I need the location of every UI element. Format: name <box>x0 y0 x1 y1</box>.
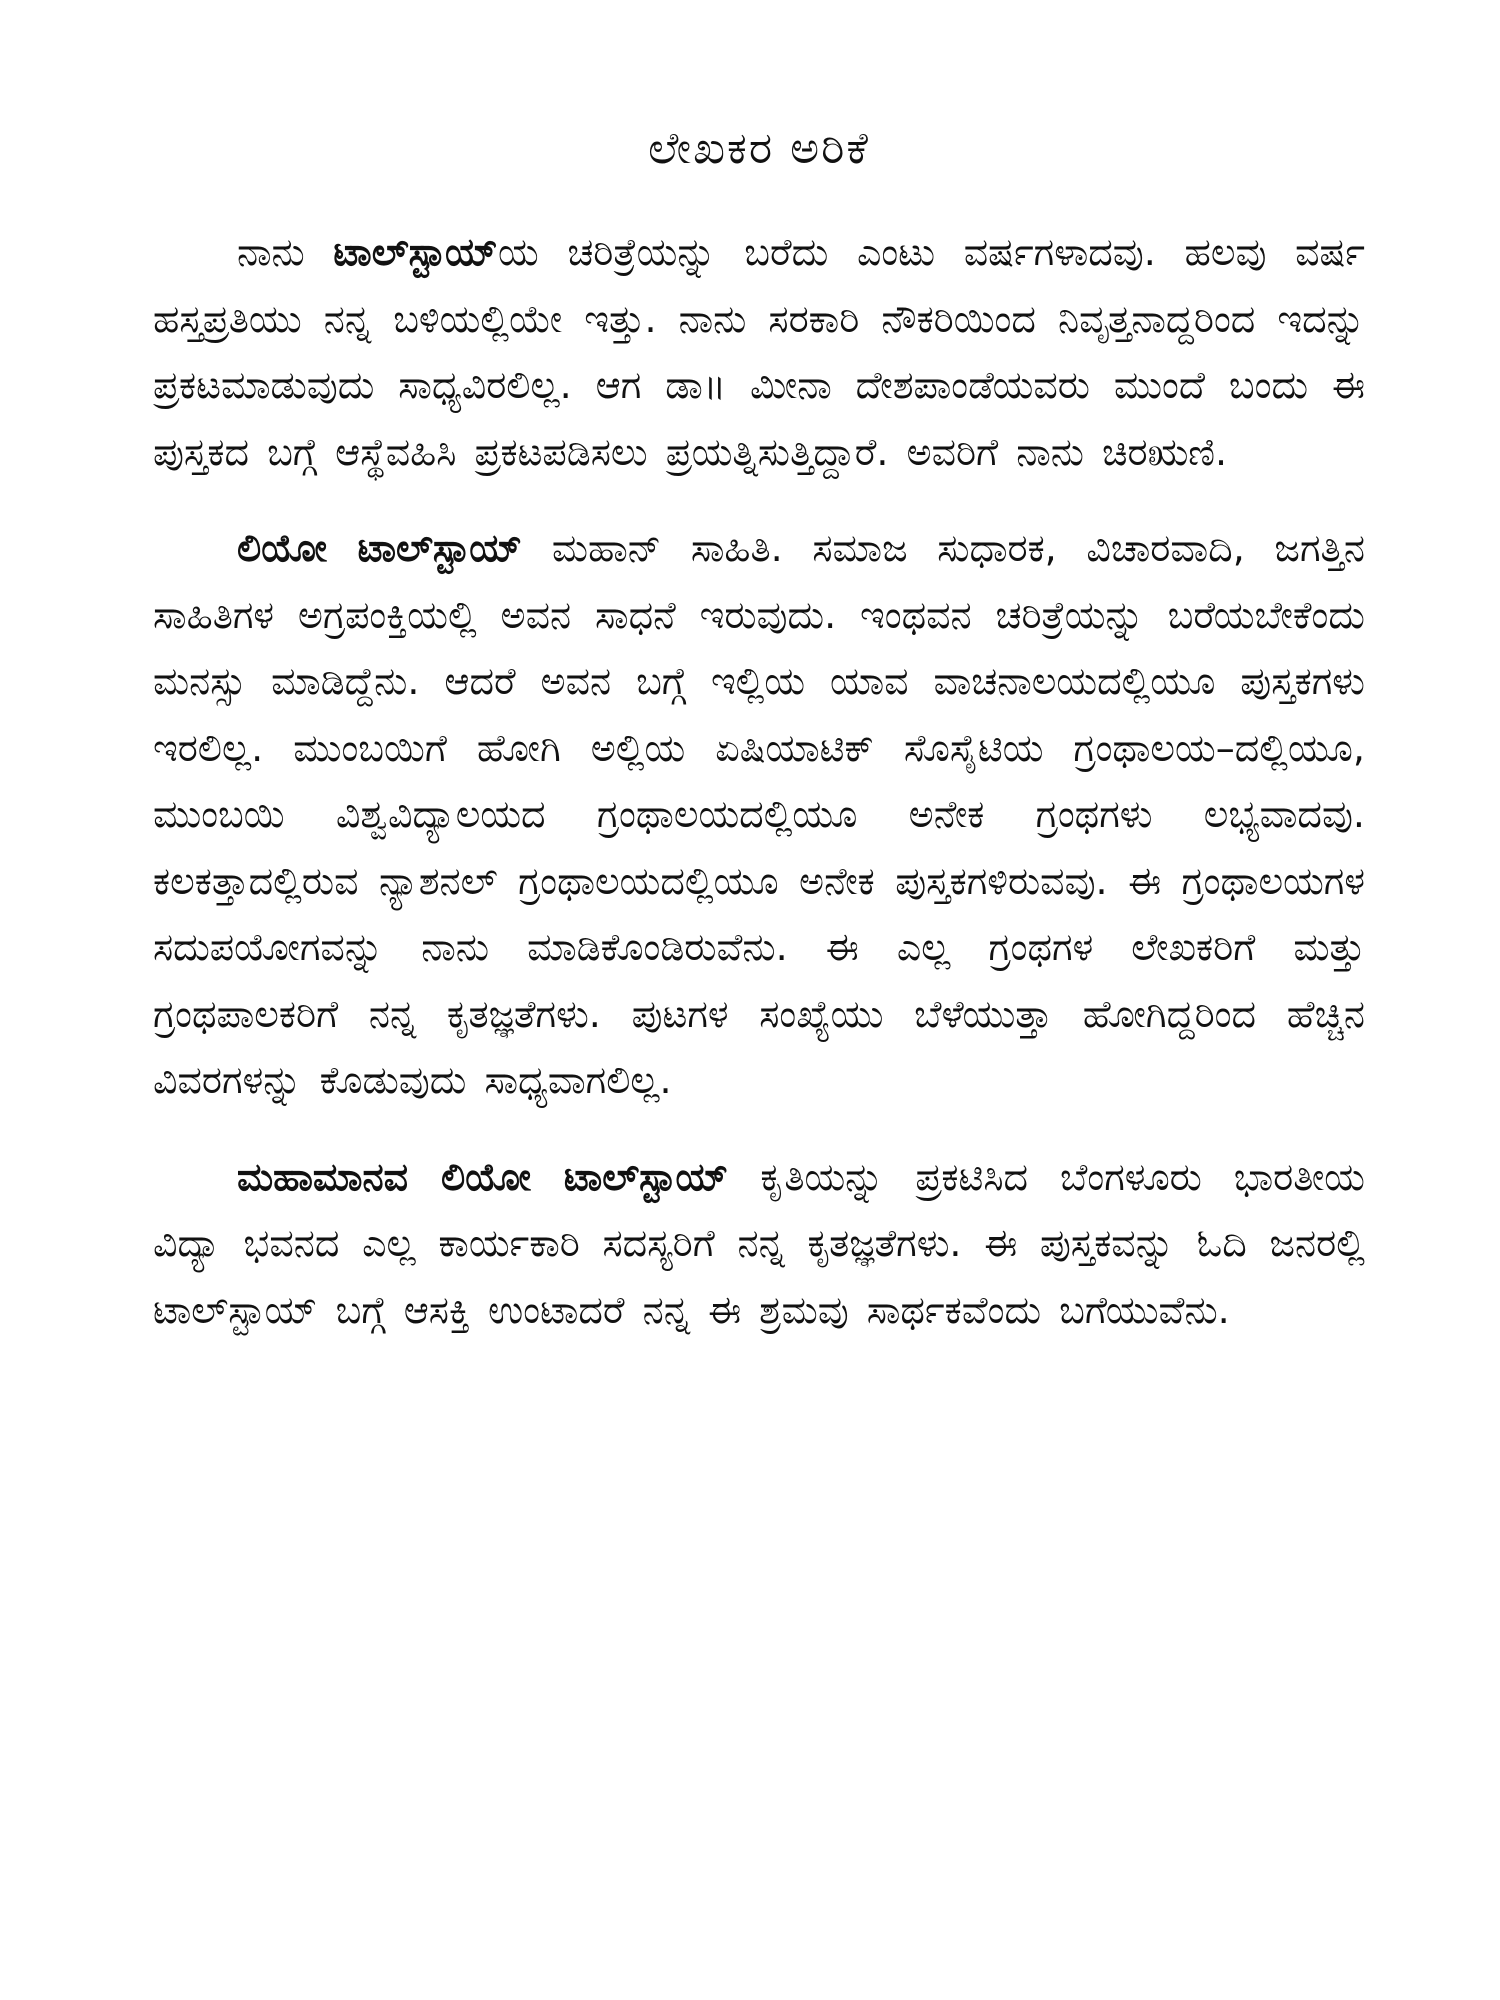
page-title: ಲೇಖಕರ ಅರಿಕೆ <box>648 123 870 174</box>
paragraph-3-bold: ಮಹಾಮಾನವ ಲಿಯೋ ಟಾಲ್‌ಸ್ಟಾಯ್ <box>237 1154 729 1199</box>
paragraph-3 <box>153 1144 1365 1344</box>
paragraph-1-bold: ಟಾಲ್‌ಸ್ಟಾಯ್ <box>333 230 498 275</box>
paragraph-1-text: ಯ ಚರಿತ್ರೆಯನ್ನು ಬರೆದು ಎಂಟು ವರ್ಷಗಳಾದವು. ಹಲವು ವರ್ಷ ಹಸ್ತಪ್ರತಿಯು ನನ್ನ ಬಳಿಯಲ್ಲಿಯೇ ಇತ್ತು. ನಾನು ಸರಕಾರಿ ನೌಕರಿಯಿಂದ ನಿವೃತ್ತನಾದ್ದರಿಂದ ಇದನ್ನು ಪ್ರಕಟಮಾಡುವುದು ಸಾಧ್ಯವಿರಲಿಲ್ಲ. ಆಗ ಡಾ॥ ಮೀನಾ ದೇಶಪಾಂಡೆಯವರು ಮುಂದೆ ಬಂದು ಈ ಪುಸ್ತಕದ ಬಗ್ಗೆ ಆಸ್ಥೆವಹಿಸಿ ಪ್ರಕಟಪಡಿಸಲು ಪ್ರಯತ್ನಿಸುತ್ತಿದ್ದಾರೆ. ಅವರಿಗೆ ನಾನು ಚಿರಋಣಿ. <box>153 230 1365 474</box>
paragraph-2-text: ಮಹಾನ್ ಸಾಹಿತಿ. ಸಮಾಜ ಸುಧಾರಕ, ವಿಚಾರವಾದಿ, ಜಗತ್ತಿನ ಸಾಹಿತಿಗಳ ಅಗ್ರಪಂಕ್ತಿಯಲ್ಲಿ ಅವನ ಸಾಧನೆ ಇರುವುದು. ಇಂಥವನ ಚರಿತ್ರೆಯನ್ನು ಬರೆಯಬೇಕೆಂದು ಮನಸ್ಸು ಮಾಡಿದ್ದೆನು. ಆದರೆ ಅವನ ಬಗ್ಗೆ ಇಲ್ಲಿಯ ಯಾವ ವಾಚನಾಲಯದಲ್ಲಿಯೂ ಪುಸ್ತಕಗಳು ಇರಲಿಲ್ಲ. ಮುಂಬಯಿಗೆ ಹೋಗಿ ಅಲ್ಲಿಯ ಏಷಿಯಾಟಿಕ್ ಸೊಸೈಟಿಯ ಗ್ರಂಥಾಲಯ–ದಲ್ಲಿಯೂ, ಮುಂಬಯಿ ವಿಶ್ವವಿದ್ಯಾಲಯದ ಗ್ರಂಥಾಲಯದಲ್ಲಿಯೂ ಅನೇಕ ಗ್ರಂಥಗಳು ಲಭ್ಯವಾದವು. ಕಲಕತ್ತಾದಲ್ಲಿರುವ ನ್ಯಾಶನಲ್ ಗ್ರಂಥಾಲಯದಲ್ಲಿಯೂ ಅನೇಕ ಪುಸ್ತಕಗಳಿರುವವು. ಈ ಗ್ರಂಥಾಲಯಗಳ ಸದುಪಯೋಗವನ್ನು ನಾನು ಮಾಡಿಕೊಂಡಿರುವೆನು. ಈ ಎಲ್ಲ ಗ್ರಂಥಗಳ ಲೇಖಕರಿಗೆ ಮತ್ತು ಗ್ರಂಥಪಾಲಕರಿಗೆ ನನ್ನ ಕೃತಜ್ಞತೆಗಳು. ಪುಟಗಳ ಸಂಖ್ಯೆಯು ಬೆಳೆಯುತ್ತಾ ಹೋಗಿದ್ದರಿಂದ ಹೆಚ್ಚಿನ ವಿವರಗಳನ್ನು ಕೊಡುವುದು ಸಾಧ್ಯವಾಗಲಿಲ್ಲ. <box>153 526 1366 1103</box>
paragraph-2-bold: ಲಿಯೋ ಟಾಲ್‌ಸ್ಟಾಯ್ <box>237 526 523 571</box>
document-page <box>153 120 1365 1373</box>
paragraph-1-text-before: ನಾನು <box>237 230 334 275</box>
paragraph-3-text: ಕೃತಿಯನ್ನು ಪ್ರಕಟಿಸಿದ ಬೆಂಗಳೂರು ಭಾರತೀಯ ವಿದ್ಯಾ ಭವನದ ಎಲ್ಲ ಕಾರ್ಯಕಾರಿ ಸದಸ್ಯರಿಗೆ ನನ್ನ ಕೃತಜ್ಞತೆಗಳು. ಈ ಪುಸ್ತಕವನ್ನು ಓದಿ ಜನರಲ್ಲಿ ಟಾಲ್‌ಸ್ಟಾಯ್ ಬಗ್ಗೆ ಆಸಕ್ತಿ ಉಂಟಾದರೆ ನನ್ನ ಈ ಶ್ರಮವು ಸಾರ್ಥಕವೆಂದು ಬಗೆಯುವೆನು. <box>153 1154 1365 1332</box>
paragraph-1 <box>153 219 1365 485</box>
paragraph-2 <box>153 515 1365 1114</box>
